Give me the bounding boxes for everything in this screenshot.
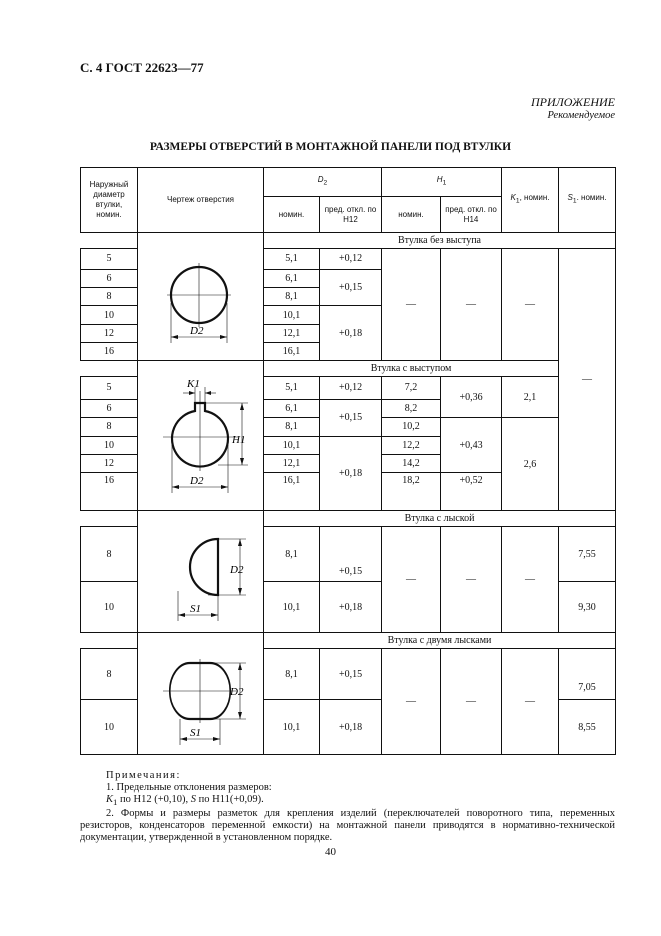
cell-tol: +0,18 <box>320 306 382 361</box>
drawing-hole-with-key <box>138 361 264 511</box>
cell-tol: +0,15 <box>320 269 382 306</box>
cell-tol: +0,12 <box>320 377 382 400</box>
cell-d: 8 <box>81 649 138 700</box>
cell-h1: 14,2 <box>382 455 441 473</box>
cell-s1: 9,30 <box>559 582 616 633</box>
notes <box>80 770 615 844</box>
section-title-plain: Втулка без выступа <box>264 233 616 249</box>
cell-d2: 16,1 <box>264 343 320 361</box>
cell-h1: 12,2 <box>382 436 441 455</box>
cell-k1-dash: — <box>502 249 559 361</box>
section-title-keyed: Втулка с выступом <box>264 361 559 377</box>
drawing-hole-single-flat <box>138 511 264 633</box>
cell-d2: 10,1 <box>264 582 320 633</box>
cell-d: 8 <box>81 418 138 437</box>
drawing-hole-double-flat <box>138 633 264 755</box>
note-1: 1. Предельные отклонения размеров: <box>106 782 272 793</box>
cell-d2: 8,1 <box>264 418 320 437</box>
header-outer-diameter: Наружный диаметр втулки, номин. <box>81 168 138 233</box>
header-s1: $S_1$. номин. <box>559 168 616 233</box>
label-d2: D2 <box>190 325 204 337</box>
cell-d: 12 <box>81 325 138 343</box>
document-header: С. 4 ГОСТ 22623—77 <box>80 60 204 75</box>
appendix-label <box>531 95 615 123</box>
cell-tol: +0,18 <box>320 582 382 633</box>
cell-d: 6 <box>81 399 138 418</box>
cell-d: 5 <box>81 249 138 270</box>
cell-h1tol-dash: — <box>441 527 502 633</box>
cell-d: 16 <box>81 343 138 361</box>
cell-h1: 8,2 <box>382 399 441 418</box>
appendix-subtitle: Рекомендуемое <box>547 110 615 121</box>
label-d2: D2 <box>190 475 204 487</box>
label-s1: S1 <box>190 727 201 739</box>
cell-tol: +0,15 <box>320 649 382 700</box>
section-title-double-flat: Втулка с двумя лысками <box>264 633 616 649</box>
label-d2: D2 <box>230 686 244 698</box>
single-flat-drawing <box>138 511 264 629</box>
keyed-hole-drawing <box>138 361 264 507</box>
cell-h1-tol: +0,52 <box>441 473 502 511</box>
plain-hole-drawing <box>138 233 264 357</box>
cell-d2: 6,1 <box>264 399 320 418</box>
cell-d: 5 <box>81 377 138 400</box>
cell-d2: 12,1 <box>264 325 320 343</box>
cell-h1tol-dash: — <box>441 249 502 361</box>
section-title-single-flat: Втулка с лыской <box>264 511 616 527</box>
cell-s1: 7,05 <box>559 649 616 700</box>
cell-d2: 8,1 <box>264 527 320 582</box>
cell-tol: +0,15 <box>320 527 382 582</box>
cell-h1-dash: — <box>382 649 441 755</box>
cell-h1: 7,2 <box>382 377 441 400</box>
cell-tol: +0,18 <box>320 436 382 511</box>
cell-d: 10 <box>81 306 138 325</box>
cell-k1: 2,6 <box>502 418 559 511</box>
cell-k1: 2,1 <box>502 377 559 418</box>
label-h1: H1 <box>232 434 246 446</box>
cell-tol: +0,15 <box>320 399 382 436</box>
header-h1-nom: номин. <box>382 197 441 233</box>
cell-d2: 16,1 <box>264 473 320 511</box>
appendix-title: ПРИЛОЖЕНИЕ <box>531 95 615 109</box>
cell-h1-tol: +0,36 <box>441 377 502 418</box>
cell-d: 6 <box>81 269 138 288</box>
cell-d2: 6,1 <box>264 269 320 288</box>
cell-h1tol-dash: — <box>441 649 502 755</box>
cell-d: 10 <box>81 582 138 633</box>
header-d2-nom: номин. <box>264 197 320 233</box>
note-2: 2. Формы и размеры разметок для крепления изделий (переключателей поворотного типа, переменных резисторов, конденсаторов переменной емкости) на монтажной панели приводятся в нормативно-технической документации, утвержденной в установленном порядке. <box>80 808 615 844</box>
table-title: РАЗМЕРЫ ОТВЕРСТИЙ В МОНТАЖНОЙ ПАНЕЛИ ПОД ВТУЛКИ <box>149 141 512 153</box>
cell-s1: 7,55 <box>559 527 616 582</box>
cell-d2: 8,1 <box>264 649 320 700</box>
cell-h1-dash: — <box>382 249 441 361</box>
cell-d2: 5,1 <box>264 377 320 400</box>
cell-h1: 18,2 <box>382 473 441 511</box>
notes-heading: Примечания: <box>106 770 181 781</box>
label-d2: D2 <box>230 564 244 576</box>
header-d2-tol: пред. откл. по Н12 <box>320 197 382 233</box>
cell-d: 10 <box>81 436 138 455</box>
label-k1: K1 <box>187 378 200 390</box>
cell-k1-dash: — <box>502 527 559 633</box>
header-h1: $H_1$ <box>382 168 502 197</box>
double-flat-drawing <box>138 633 264 751</box>
dimensions-table <box>80 167 616 755</box>
note-1-detail: $K_1$ по Н12 (+0,10), S по Н11(+0,09). <box>106 794 264 808</box>
cell-tol: +0,18 <box>320 700 382 755</box>
cell-h1: 10,2 <box>382 418 441 437</box>
cell-d: 8 <box>81 527 138 582</box>
cell-d2: 8,1 <box>264 288 320 306</box>
cell-d2: 12,1 <box>264 455 320 473</box>
cell-d: 12 <box>81 455 138 473</box>
page-number: 40 <box>325 846 336 858</box>
cell-k1-dash: — <box>502 649 559 755</box>
label-s1: S1 <box>190 603 201 615</box>
drawing-plain-hole <box>138 233 264 361</box>
header-h1-tol: пред. откл. по Н14 <box>441 197 502 233</box>
cell-s1-dash: — <box>559 249 616 511</box>
cell-d2: 5,1 <box>264 249 320 270</box>
header-k1: $K_1$, номин. <box>502 168 559 233</box>
cell-h1-tol: +0,43 <box>441 418 502 473</box>
cell-d: 10 <box>81 700 138 755</box>
cell-d2: 10,1 <box>264 306 320 325</box>
cell-s1: 8,55 <box>559 700 616 755</box>
header-d2: $D_2$ <box>264 168 382 197</box>
cell-d: 8 <box>81 288 138 306</box>
cell-d2: 10,1 <box>264 436 320 455</box>
cell-tol: +0,12 <box>320 249 382 270</box>
cell-d2: 10,1 <box>264 700 320 755</box>
header-drawing: Чертеж отверстия <box>138 168 264 233</box>
cell-h1-dash: — <box>382 527 441 633</box>
cell-d: 16 <box>81 473 138 511</box>
